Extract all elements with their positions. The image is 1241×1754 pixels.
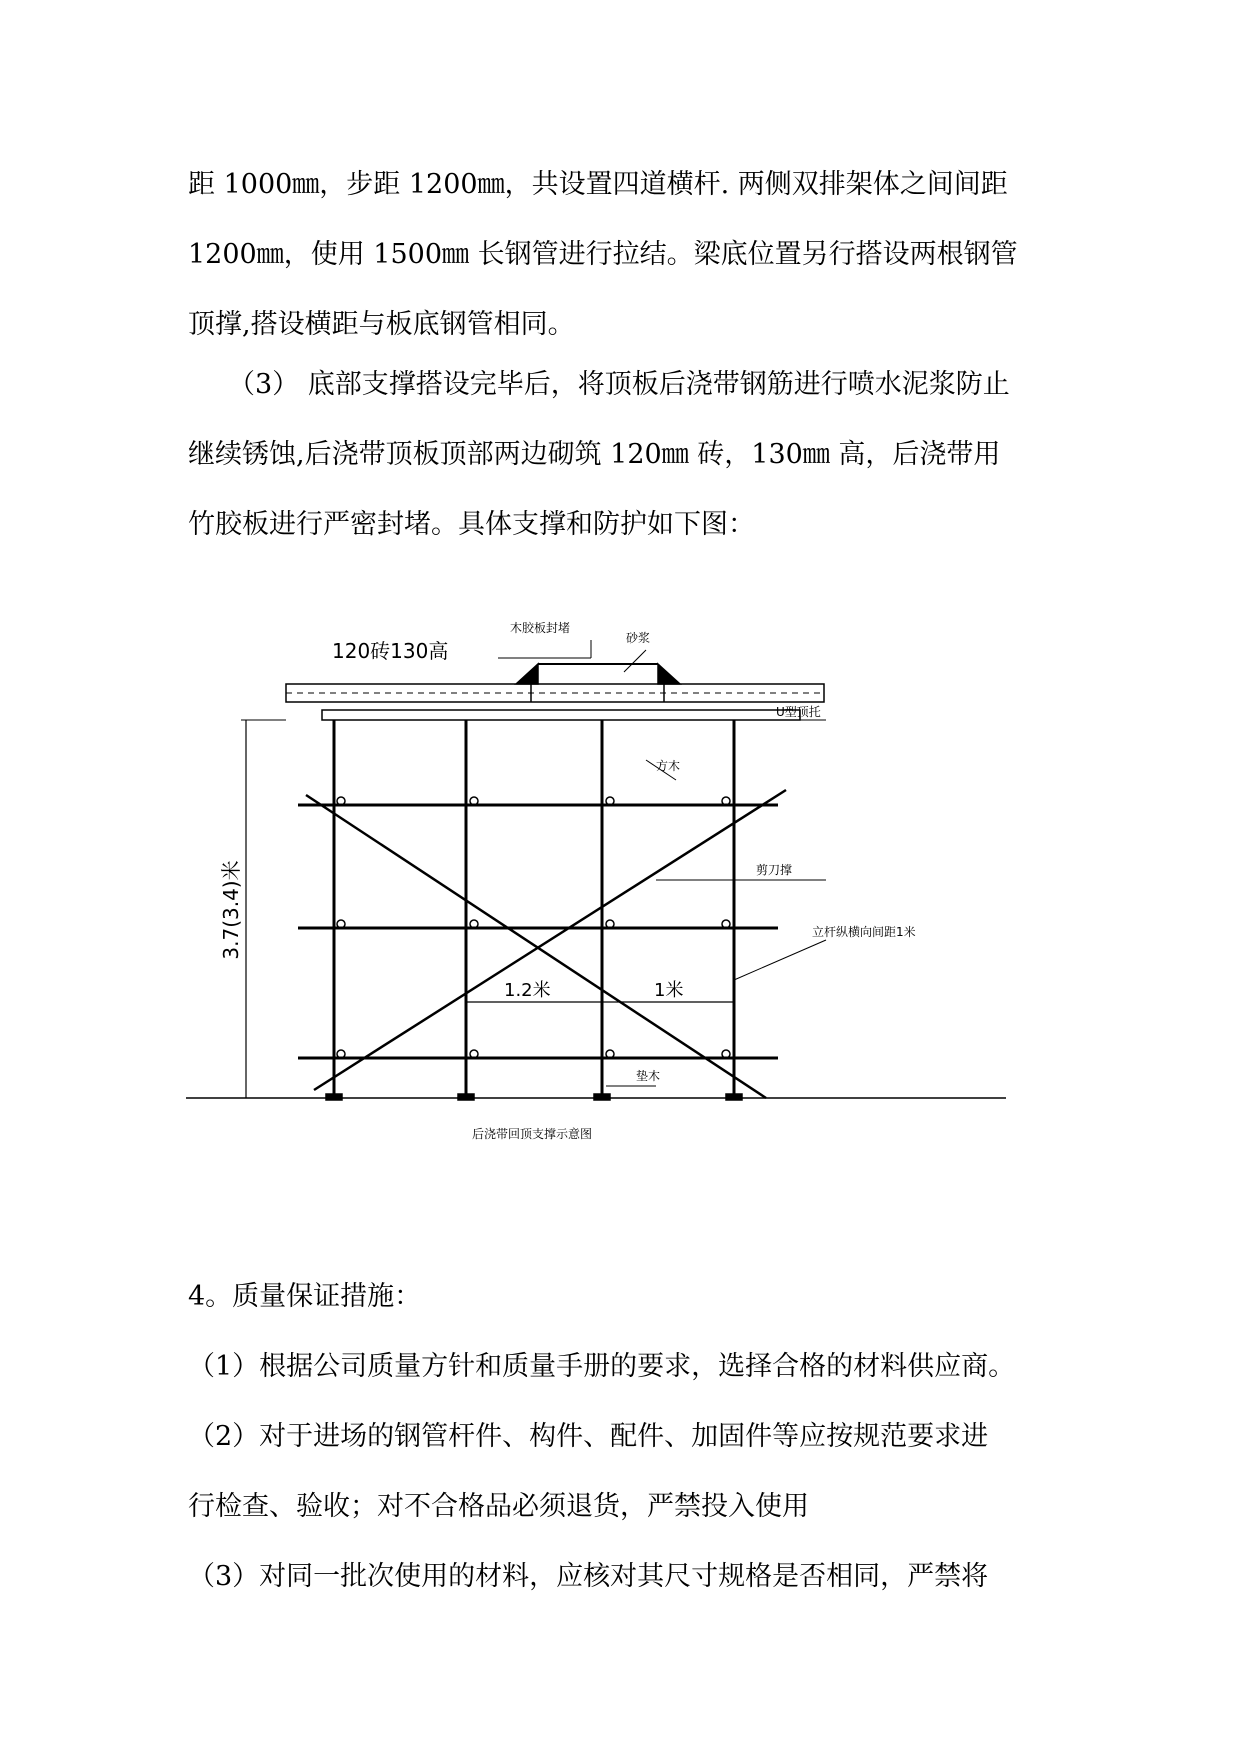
paragraph-bottom-support xyxy=(188,350,1068,560)
brick-right xyxy=(658,664,680,684)
label-height: 3.7(3.4)米 xyxy=(219,860,243,960)
list-item: （1）根据公司质量方针和质量手册的要求，选择合格的材料供应商。 xyxy=(188,1351,1016,1382)
text-line: 顶撑,搭设横距与板底钢管相同。 xyxy=(188,309,575,340)
label-spacing: 立杆纵横向间距1米 xyxy=(812,925,916,939)
list-item: （3）对同一批次使用的材料，应核对其尺寸规格是否相同，严禁将 xyxy=(188,1561,989,1592)
label-board: 木胶板封堵 xyxy=(510,621,571,635)
label-span-left: 1.2米 xyxy=(504,980,551,1001)
list-item: （2）对于进场的钢管杆件、构件、配件、加固件等应按规范要求进 xyxy=(188,1421,989,1452)
paragraph-scaffold-spacing xyxy=(188,150,1068,360)
label-pad: 垫木 xyxy=(636,1069,661,1083)
figure-caption: 后浇带回顶支撑示意图 xyxy=(472,1127,593,1141)
list-item: 行检查、验收；对不合格品必须退货，严禁投入使用 xyxy=(188,1491,809,1522)
support-diagram-svg xyxy=(186,620,1006,1150)
label-bracing: 剪刀撑 xyxy=(756,863,793,877)
label-mortar: 砂浆 xyxy=(626,631,651,645)
timber-row xyxy=(322,710,800,720)
brick-left xyxy=(516,664,538,684)
text-line: （3） 底部支撑搭设完毕后，将顶板后浇带钢筋进行喷水泥浆防止 xyxy=(228,369,1010,400)
label-u-support: U型顶托 xyxy=(776,705,821,719)
label-span-right: 1米 xyxy=(654,980,684,1001)
text-line: 继续锈蚀,后浇带顶板顶部两边砌筑 120㎜ 砖，130㎜ 高，后浇带用 xyxy=(188,439,1001,470)
label-brick: 120砖130高 xyxy=(332,639,449,663)
section-heading: 4。质量保证措施： xyxy=(188,1281,422,1312)
section-quality-measures xyxy=(188,1262,1068,1612)
text-line: 1200㎜，使用 1500㎜ 长钢管进行拉结。梁底位置另行搭设两根钢管 xyxy=(188,239,1018,270)
text-line: 竹胶板进行严密封堵。具体支撑和防护如下图： xyxy=(188,509,755,540)
text-line: 距 1000㎜，步距 1200㎜，共设置四道横杆. 两侧双排架体之间间距 xyxy=(188,169,1008,200)
label-timber: 方木 xyxy=(656,759,681,773)
brace-2 xyxy=(314,790,786,1090)
support-diagram xyxy=(186,620,1006,1150)
